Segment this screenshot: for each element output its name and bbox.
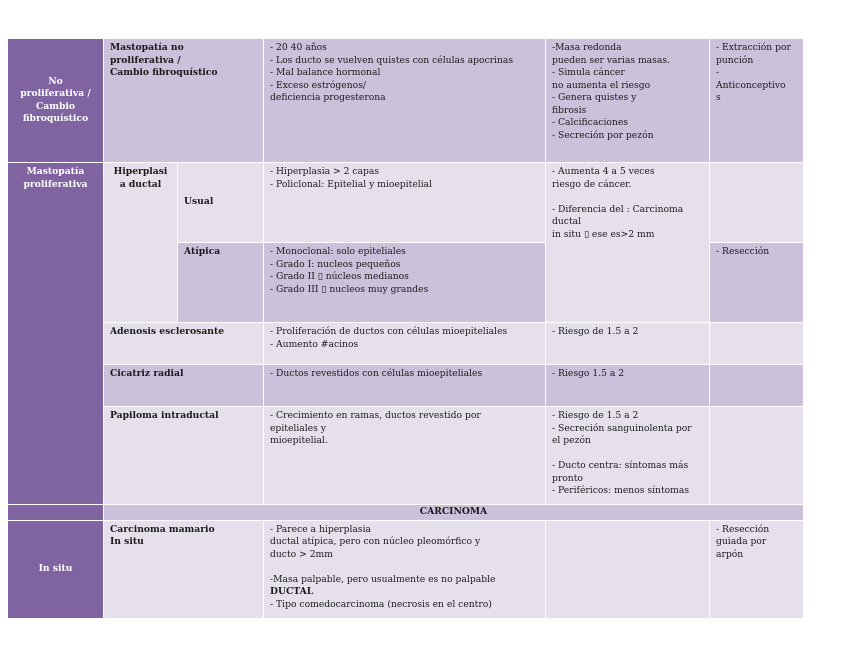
description-atipica <box>264 243 546 323</box>
description-cicatriz <box>264 365 546 407</box>
text-line: Cambio fibroquístico <box>110 67 218 78</box>
text-line: - Monoclonal: solo epiteliales <box>270 246 406 257</box>
label-atipica: Atípica <box>178 243 264 323</box>
features-in-situ <box>546 520 710 618</box>
text-line: - Policlonal: Epitelial y mioepitelial <box>270 178 433 190</box>
breast-pathology-table <box>7 38 804 619</box>
text-line: -Masa palpable, pero usualmente es no palpable <box>270 573 496 585</box>
text-line: - Secreción sanguinolenta por <box>552 422 692 434</box>
description-papiloma <box>264 407 546 505</box>
header-carcinoma-spacer <box>8 505 104 521</box>
text-line: - Resección <box>716 523 770 535</box>
treatment-papiloma <box>710 407 804 505</box>
text-line: - Secreción por pezón <box>552 129 654 141</box>
text-line: Hiperplasi <box>113 166 168 177</box>
text-line: -Masa redonda <box>552 42 622 53</box>
text-line: Mastopatía <box>26 166 85 177</box>
text-line: punción <box>716 54 754 66</box>
text-line <box>552 191 703 204</box>
text-line: - Riesgo de 1.5 a 2 <box>552 326 639 337</box>
description-in-situ <box>264 520 546 618</box>
name-adenosis-esclerosante: Adenosis esclerosante <box>104 323 264 365</box>
name-mastopatia-no-proliferativa <box>104 39 264 163</box>
description-usual <box>264 163 546 243</box>
description-no-proliferativa <box>264 39 546 163</box>
text-line: - Grado I: nucleos pequeños <box>270 258 401 270</box>
text-line: - Diferencia del : Carcinoma <box>552 203 684 215</box>
text-line: Mastopatía no <box>110 42 184 53</box>
text-line: - Riesgo 1.5 a 2 <box>552 368 625 379</box>
text-line: - 20 40 años <box>270 42 327 53</box>
row-papiloma <box>8 407 804 505</box>
text-line: ductal atípica, pero con núcleo pleomórfico y <box>270 536 481 547</box>
text-line: - Grado III ▯ nucleos muy grandes <box>270 283 429 295</box>
text-line: - Crecimiento en ramas, ductos revestido por <box>270 410 481 421</box>
text-line: pueden ser varias masas. <box>552 54 670 66</box>
header-no-proliferativa <box>8 39 104 163</box>
text-line: s <box>716 92 721 103</box>
text-line <box>270 561 539 574</box>
label-usual: Usual <box>178 163 264 243</box>
text-line: - Hiperplasia > 2 capas <box>270 166 380 177</box>
notes-table-sheet <box>7 38 803 616</box>
text-line: deficiencia progesterona <box>270 92 386 103</box>
text-line: - Mal balance hormonal <box>270 67 381 78</box>
text-line: - Calcificaciones <box>552 117 628 128</box>
text-line: Cambio <box>35 100 76 112</box>
text-line: guiada por <box>716 536 767 547</box>
text-line: DUCTAL <box>270 586 314 597</box>
row-no-proliferativa <box>8 39 804 163</box>
text-line: - Ducto centra: síntomas más <box>552 460 689 471</box>
row-cicatriz-radial <box>8 365 804 407</box>
features-cicatriz <box>546 365 710 407</box>
text-line: Anticonceptivo <box>716 79 786 91</box>
text-line: - Exceso estrógenos/ <box>270 79 367 91</box>
text-line: riesgo de cáncer. <box>552 178 632 190</box>
text-line: arpón <box>716 548 744 560</box>
text-line: - Riesgo de 1.5 a 2 <box>552 410 639 421</box>
section-title-carcinoma: CARCINOMA <box>104 505 804 521</box>
text-line: No <box>48 75 63 87</box>
text-line: In situ <box>110 536 144 547</box>
text-line: a ductal <box>119 178 162 190</box>
text-line: - Periféricos: menos síntomas <box>552 485 690 496</box>
features-hiperplasia <box>546 163 710 323</box>
features-no-proliferativa <box>546 39 710 163</box>
text-line: el pezón <box>552 435 591 446</box>
header-mastopatia-proliferativa <box>8 163 104 505</box>
treatment-usual <box>710 163 804 243</box>
name-hiperplasia-ductal <box>104 163 178 323</box>
text-line: - Aumenta 4 a 5 veces <box>552 166 655 177</box>
text-line: Carcinoma mamario <box>110 523 215 535</box>
text-line: pronto <box>552 472 583 484</box>
text-line <box>552 448 703 461</box>
text-line: - Aumento #acinos <box>270 338 359 350</box>
text-line: fibroquístico <box>22 113 89 124</box>
description-adenosis <box>264 323 546 365</box>
header-in-situ: In situ <box>8 520 104 618</box>
text-line: ducto > 2mm <box>270 548 333 560</box>
text-line: proliferativa <box>23 178 88 190</box>
treatment-in-situ <box>710 520 804 618</box>
text-line: proliferativa / <box>20 88 91 99</box>
features-adenosis <box>546 323 710 365</box>
text-line: proliferativa / <box>110 54 181 66</box>
treatment-atipica: - Resección <box>710 243 804 323</box>
text-line: in situ ▯ ese es>2 mm <box>552 228 655 240</box>
row-hiperplasia-usual <box>8 163 804 243</box>
name-cicatriz-radial: Cicatriz radial <box>104 365 264 407</box>
row-in-situ <box>8 520 804 618</box>
treatment-adenosis <box>710 323 804 365</box>
text-line: - <box>716 67 720 78</box>
name-carcinoma-in-situ <box>104 520 264 618</box>
text-line: - Extracción por <box>716 42 791 53</box>
text-line: - Ductos revestidos con células mioepiteliales <box>270 368 483 379</box>
row-carcinoma-section <box>8 505 804 521</box>
row-adenosis <box>8 323 804 365</box>
text-line: - Tipo comedocarcinoma (necrosis en el centro) <box>270 598 492 610</box>
text-line: - Los ducto se vuelven quistes con células apocrinas <box>270 54 514 66</box>
text-line: - Grado II ▯ núcleos medianos <box>270 271 409 282</box>
text-line: fibrosis <box>552 104 587 116</box>
features-papiloma <box>546 407 710 505</box>
text-line: - Genera quistes y <box>552 92 637 103</box>
text-line: - Proliferación de ductos con células mioepiteliales <box>270 326 508 337</box>
treatment-no-proliferativa <box>710 39 804 163</box>
text-line: epiteliales y <box>270 422 326 434</box>
text-line: - Simula cáncer <box>552 67 625 78</box>
name-papiloma-intraductal: Papiloma intraductal <box>104 407 264 505</box>
text-line: no aumenta el riesgo <box>552 79 651 91</box>
text-line: - Parece a hiperplasia <box>270 523 371 535</box>
text-line: ductal <box>552 216 582 227</box>
treatment-cicatriz <box>710 365 804 407</box>
text-line: mioepitelial. <box>270 435 328 446</box>
